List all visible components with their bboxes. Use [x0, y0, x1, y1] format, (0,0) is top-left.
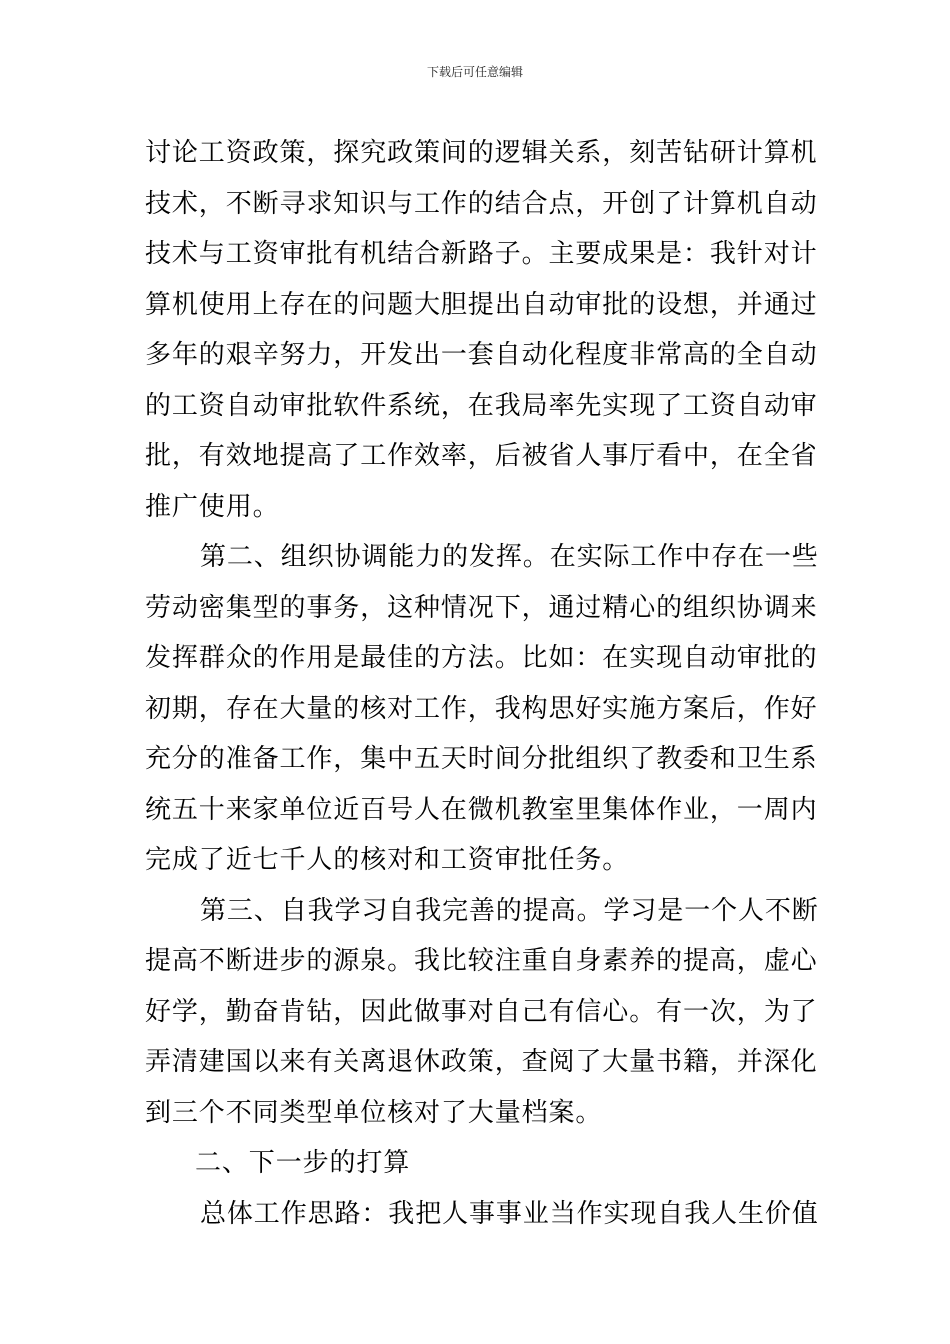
- text-line: 劳动密集型的事务，这种情况下，通过精心的组织协调来: [145, 592, 818, 623]
- section-heading: 二、下一步的打算: [195, 1148, 411, 1178]
- text-line: 的工资自动审批软件系统，在我局率先实现了工资自动审: [145, 390, 818, 421]
- paragraph-start-line: 总体工作思路：我把人事事业当作实现自我人生价值: [200, 1198, 819, 1229]
- text-line: 统五十来家单位近百号人在微机教室里集体作业，一周内: [145, 794, 818, 825]
- header-note: 下载后可任意编辑: [426, 65, 523, 79]
- text-line: 充分的准备工作，集中五天时间分批组织了教委和卫生系: [145, 744, 818, 774]
- paragraph-start-line: 第三、自我学习自我完善的提高。学习是一个人不断: [200, 895, 819, 926]
- text-line: 技术与工资审批有机结合新路子。主要成果是：我针对计: [145, 239, 818, 269]
- text-line: 提高不断进步的源泉。我比较注重自身素养的提高，虚心: [145, 946, 818, 976]
- text-line: 完成了近七千人的核对和工资审批任务。: [145, 845, 630, 875]
- text-line: 好学，勤奋肯钻，因此做事对自己有信心。有一次，为了: [145, 996, 818, 1027]
- text-line: 批，有效地提高了工作效率，后被省人事厅看中，在全省: [145, 441, 818, 471]
- text-line: 技术，不断寻求知识与工作的结合点，开创了计算机自动: [145, 188, 818, 219]
- text-line: 算机使用上存在的问题大胆提出自动审批的设想，并通过: [145, 289, 818, 320]
- text-line: 到三个不同类型单位核对了大量档案。: [145, 1097, 603, 1128]
- text-line: 推广使用。: [145, 491, 280, 522]
- text-line: 讨论工资政策，探究政策间的逻辑关系，刻苦钻研计算机: [145, 138, 818, 168]
- text-line: 初期，存在大量的核对工作，我构思好实施方案后，作好: [145, 693, 818, 724]
- paragraph-start-line: 第二、组织协调能力的发挥。在实际工作中存在一些: [200, 542, 819, 572]
- text-line: 发挥群众的作用是最佳的方法。比如：在实现自动审批的: [145, 643, 818, 673]
- text-line: 多年的艰辛努力，开发出一套自动化程度非常高的全自动: [145, 340, 818, 370]
- document-body: [145, 128, 819, 1239]
- text-line: 弄清建国以来有关离退休政策，查阅了大量书籍，并深化: [145, 1047, 818, 1077]
